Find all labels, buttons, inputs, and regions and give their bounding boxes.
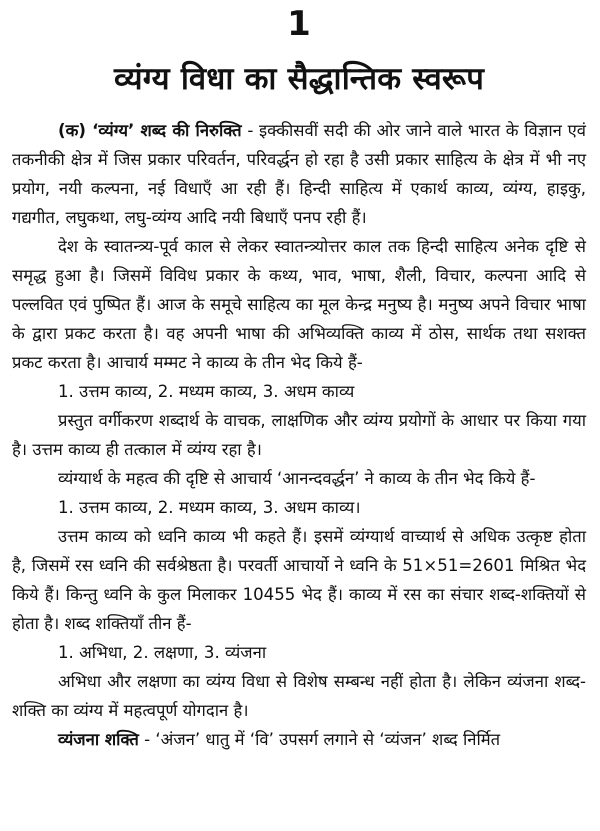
- paragraph-text: - इक्कीसवीं सदी की ओर जाने वाले भारत के विज्ञान एवं तकनीकी क्षेत्र में जिस प्रकार परिवर्तन, परिवर्द्धन हो रहा है उसी प्रकार साहित्य के क्षेत्र में भी नए प्रयोग, नयी कल्पना, नई विधाएँ आ रही हैं। हिन्दी साहित्य में एकार्थ काव्य, व्यंग्य, हाइकु, गद्यगीत, लघुकथा, लघु-व्यंग्य आदि नयी बिधाएँ पनप रही हैं।: [12, 121, 586, 227]
- paragraph-text: - ‘अंजन’ धातु में ‘वि’ उपसर्ग लगाने से ‘व्यंजन’ शब्द निर्मित: [138, 730, 501, 749]
- section-heading-etymology: (क) ‘व्यंग्य’ शब्द की निरुक्ति: [58, 121, 242, 140]
- list-poetry-types-mammat: 1. उत्तम काव्य, 2. मध्यम काव्य, 3. अधम काव्य: [58, 382, 355, 401]
- list-poetry-types-anandvardhan: 1. उत्तम काव्य, 2. मध्यम काव्य, 3. अधम काव्य।: [58, 498, 361, 517]
- chapter-title: व्यंग्य विधा का सैद्धान्तिक स्वरूप: [113, 61, 485, 97]
- chapter-number: 1: [287, 4, 311, 44]
- paragraph: प्रस्तुत वर्गीकरण शब्दार्थ के वाचक, लाक्षणिक और व्यंग्य प्रयोगों के आधार पर किया गया है। उत्तम काव्य ही तत्काल में व्यंग्य रहा है।: [12, 411, 586, 459]
- paragraph: अभिधा और लक्षणा का व्यंग्य विधा से विशेष सम्बन्ध नहीं होता है। लेकिन व्यंजना शब्द-शक्ति का व्यंग्य में महत्वपूर्ण योगदान है।: [12, 672, 586, 720]
- paragraph: देश के स्वातन्त्र्य-पूर्व काल से लेकर स्वातन्त्र्योत्तर काल तक हिन्दी साहित्य अनेक दृष्टि से समृद्ध हुआ है। जिसमें विविध प्रकार के कथ्य, भाव, भाषा, शैली, विचार, कल्पना आदि से पल्लवित एवं पुष्पित हैं। आज के समूचे साहित्य का मूल केन्द्र मनुष्य है। मनुष्य अपने विचार भाषा के द्वारा प्रकट करता है। वह अपनी भाषा की अभिव्यक्ति काव्य में ठोस, सार्थक तथा सशक्त प्रकट करता है। आचार्य मम्मट ने काव्य के तीन भेद किये हैं-: [12, 237, 586, 372]
- paragraph-etymology: [12, 116, 586, 232]
- list-word-powers: 1. अभिधा, 2. लक्षणा, 3. व्यंजना: [58, 643, 267, 662]
- section-heading-vyanjana: व्यंजना शक्ति: [58, 730, 139, 749]
- paragraph: व्यंग्यार्थ के महत्व की दृष्टि से आचार्य ‘आनन्दवर्द्धन’ ने काव्य के तीन भेद किये हैं-: [58, 469, 536, 488]
- paragraph-vyanjana: [12, 725, 586, 754]
- paragraph: उत्तम काव्य को ध्वनि काव्य भी कहते हैं। इसमें व्यंग्यार्थ वाच्यार्थ से अधिक उत्कृष्ट होता है, जिसमें रस ध्वनि की सर्वश्रेष्ठता है। परवर्ती आचार्यो ने ध्वनि के 51×51=2601 मिश्रित भेद किये हैं। किन्तु ध्वनि के कुल मिलाकर 10455 भेद हैं। काव्य में रस का संचार शब्द-शक्तियों से होता है। शब्द शक्तियाँ तीन हैं-: [12, 527, 586, 633]
